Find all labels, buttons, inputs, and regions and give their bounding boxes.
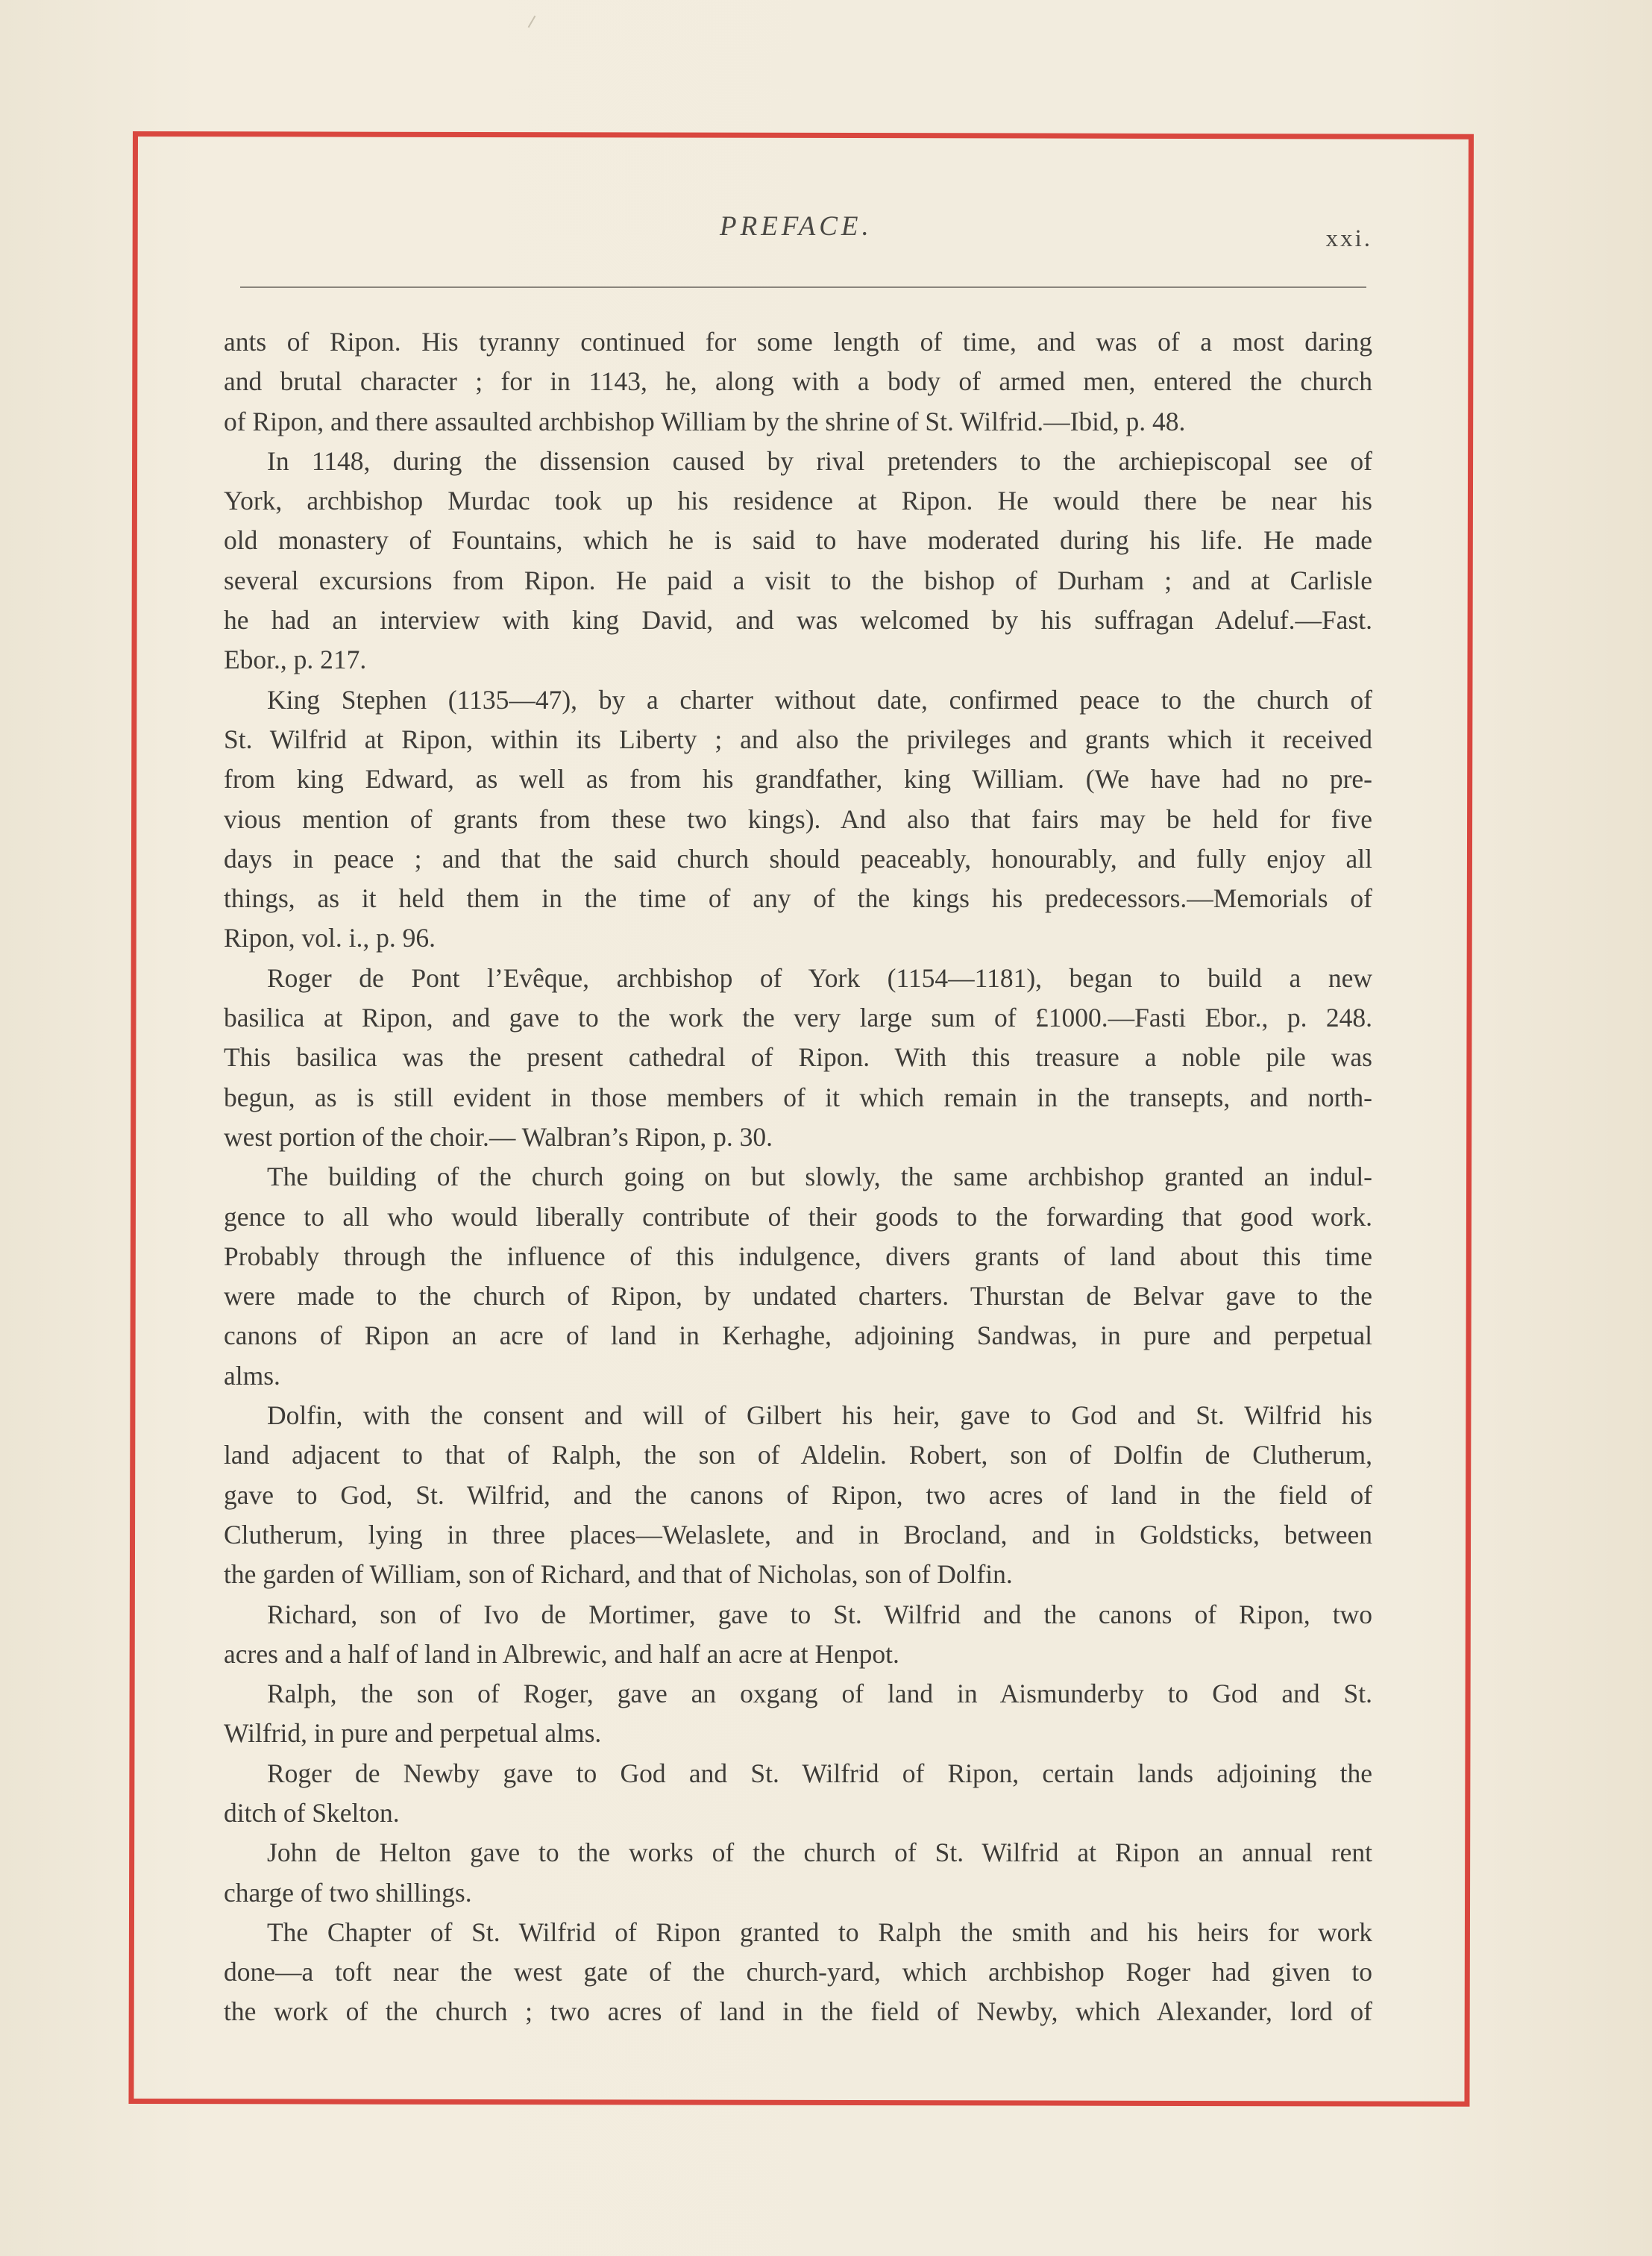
- page-number: xxi.: [1325, 225, 1372, 252]
- text-line: vious mention of grants from these two kings). And also that fairs may be held for five: [224, 803, 1372, 834]
- text-line: days in peace ; and that the said church should peaceably, honourably, and fully enjoy all: [224, 843, 1372, 874]
- text-line: Richard, son of Ivo de Mortimer, gave to St. Wilfrid and the canons of Ripon, two: [267, 1599, 1372, 1629]
- text-line: canons of Ripon an acre of land in Kerhaghe, adjoining Sandwas, in pure and perpetual: [224, 1320, 1372, 1351]
- text-line: from king Edward, as well as from his grandfather, king William. (We have had no pre-: [224, 764, 1372, 795]
- text-line: and brutal character ; for in 1143, he, along with a body of armed men, entered the church: [224, 366, 1372, 397]
- text-line: begun, as is still evident in those members of it which remain in the transepts, and north-: [224, 1082, 1372, 1112]
- text-line: This basilica was the present cathedral of Ripon. With this treasure a noble pile was: [224, 1042, 1372, 1073]
- text-line: St. Wilfrid at Ripon, within its Liberty ; and also the privileges and grants which it received: [224, 724, 1372, 754]
- text-line: Roger de Pont l’Evêque, archbishop of York (1154—1181), began to build a new: [267, 962, 1372, 993]
- text-line: The Chapter of St. Wilfrid of Ripon granted to Ralph the smith and his heirs for work: [267, 1917, 1372, 1947]
- text-line: ants of Ripon. His tyranny continued for some length of time, and was of a most daring: [224, 327, 1372, 357]
- text-line: Ripon, vol. i., p. 96.: [224, 923, 436, 953]
- text-line: charge of two shillings.: [224, 1877, 472, 1908]
- text-line: the garden of William, son of Richard, and that of Nicholas, son of Dolfin.: [224, 1559, 1013, 1590]
- text-line: In 1148, during the dissension caused by rival pretenders to the archiepiscopal see of: [267, 445, 1372, 476]
- text-line: he had an interview with king David, and was welcomed by his suffragan Adeluf.—Fast.: [224, 605, 1372, 636]
- text-line: several excursions from Ripon. He paid a visit to the bishop of Durham ; and at Carlisle: [224, 565, 1372, 595]
- text-line: Ralph, the son of Roger, gave an oxgang of land in Aismunderby to God and St.: [267, 1679, 1372, 1709]
- text-line: Probably through the influence of this indulgence, divers grants of land about this time: [224, 1241, 1372, 1271]
- header-rule: [240, 286, 1366, 288]
- text-line: west portion of the choir.— Walbran’s Ripon, p. 30.: [224, 1121, 773, 1152]
- running-head: [224, 210, 1372, 255]
- text-line: York, archbishop Murdac took up his residence at Ripon. He would there be near his: [224, 486, 1372, 516]
- body-text: [224, 322, 1372, 2032]
- page-title: PREFACE.: [720, 211, 873, 242]
- text-line: ditch of Skelton.: [224, 1797, 400, 1828]
- text-line: King Stephen (1135—47), by a charter without date, confirmed peace to the church of: [267, 684, 1372, 715]
- text-line: Dolfin, with the consent and will of Gilbert his heir, gave to God and St. Wilfrid his: [267, 1400, 1372, 1431]
- text-line: Roger de Newby gave to God and St. Wilfrid of Ripon, certain lands adjoining the: [267, 1758, 1372, 1788]
- text-line: gave to God, St. Wilfrid, and the canons of Ripon, two acres of land in the field of: [224, 1479, 1372, 1510]
- text-line: done—a toft near the west gate of the church-yard, which archbishop Roger had given to: [224, 1957, 1372, 1987]
- text-line: Ebor., p. 217.: [224, 645, 367, 675]
- text-line: of Ripon, and there assaulted archbishop William by the shrine of St. Wilfrid.—Ibid, p. 48.: [224, 406, 1186, 436]
- text-line: alms.: [224, 1360, 280, 1391]
- text-line: the work of the church ; two acres of land in the field of Newby, which Alexander, lord of: [224, 1996, 1372, 2027]
- text-line: Clutherum, lying in three places—Welaslete, and in Brocland, and in Goldsticks, between: [224, 1519, 1372, 1550]
- text-line: acres and a half of land in Albrewic, and half an acre at Henpot.: [224, 1638, 899, 1669]
- text-line: John de Helton gave to the works of the church of St. Wilfrid at Ripon an annual rent: [267, 1837, 1372, 1868]
- text-line: The building of the church going on but slowly, the same archbishop granted an indul-: [267, 1162, 1372, 1192]
- text-line: Wilfrid, in pure and perpetual alms.: [224, 1718, 602, 1749]
- text-line: old monastery of Fountains, which he is said to have moderated during his life. He made: [224, 525, 1372, 556]
- text-line: land adjacent to that of Ralph, the son of Aldelin. Robert, son of Dolfin de Clutherum,: [224, 1440, 1372, 1470]
- text-line: were made to the church of Ripon, by undated charters. Thurstan de Belvar gave to the: [224, 1281, 1372, 1312]
- text-line: gence to all who would liberally contribute of their goods to the forwarding that good work.: [224, 1201, 1372, 1232]
- text-line: things, as it held them in the time of any of the kings his predecessors.—Memorials of: [224, 883, 1372, 914]
- text-line: basilica at Ripon, and gave to the work the very large sum of £1000.—Fasti Ebor., p. 248.: [224, 1003, 1372, 1033]
